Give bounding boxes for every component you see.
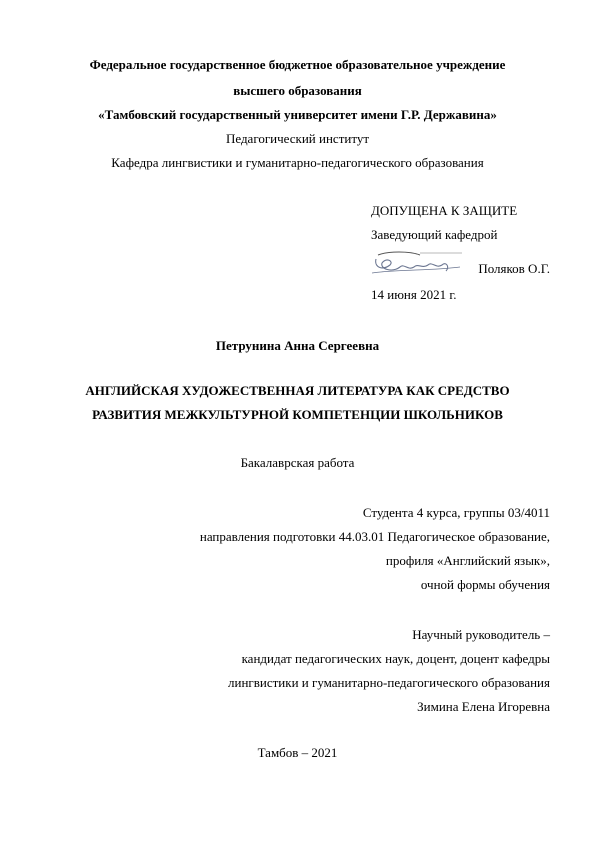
supervisor-line-2: кандидат педагогических наук, доцент, доцент кафедры [241,651,550,666]
student-line-2: направления подготовки 44.03.01 Педагогическое образование, [199,529,550,544]
author-name: Петрунина Анна Сергеевна [215,338,380,353]
header-line-2: высшего образования [233,83,362,98]
student-line-3: профиля «Английский язык», [385,553,550,568]
header-line-1: Федеральное государственное бюджетное образовательное учреждение [89,57,506,72]
institute-name: Педагогический институт [225,131,370,146]
city-year: Тамбов – 2021 [257,745,338,760]
title-line-1: АНГЛИЙСКАЯ ХУДОЖЕСТВЕННАЯ ЛИТЕРАТУРА КАК СРЕДСТВО [85,383,510,398]
supervisor-line-4: Зимина Елена Игоревна [417,699,550,714]
work-type: Бакалаврская работа [240,455,355,470]
university-name: «Тамбовский государственный университет имени Г.Р. Державина» [98,107,497,122]
approval-status: ДОПУЩЕНА К ЗАЩИТЕ [371,203,518,218]
student-line-4: очной формы обучения [420,577,550,592]
signature-image [370,249,462,279]
approval-role: Заведующий кафедрой [371,227,498,242]
approval-date: 14 июня 2021 г. [371,287,457,302]
department-name: Кафедра лингвистики и гуманитарно-педагогического образования [111,155,484,170]
title-line-2: РАЗВИТИЯ МЕЖКУЛЬТУРНОЙ КОМПЕТЕНЦИИ ШКОЛЬНИКОВ [92,407,503,422]
approval-name: Поляков О.Г. [478,261,550,276]
student-line-1: Студента 4 курса, группы 03/4011 [362,505,550,520]
supervisor-line-1: Научный руководитель – [412,627,550,642]
supervisor-line-3: лингвистики и гуманитарно-педагогического образования [228,675,550,690]
